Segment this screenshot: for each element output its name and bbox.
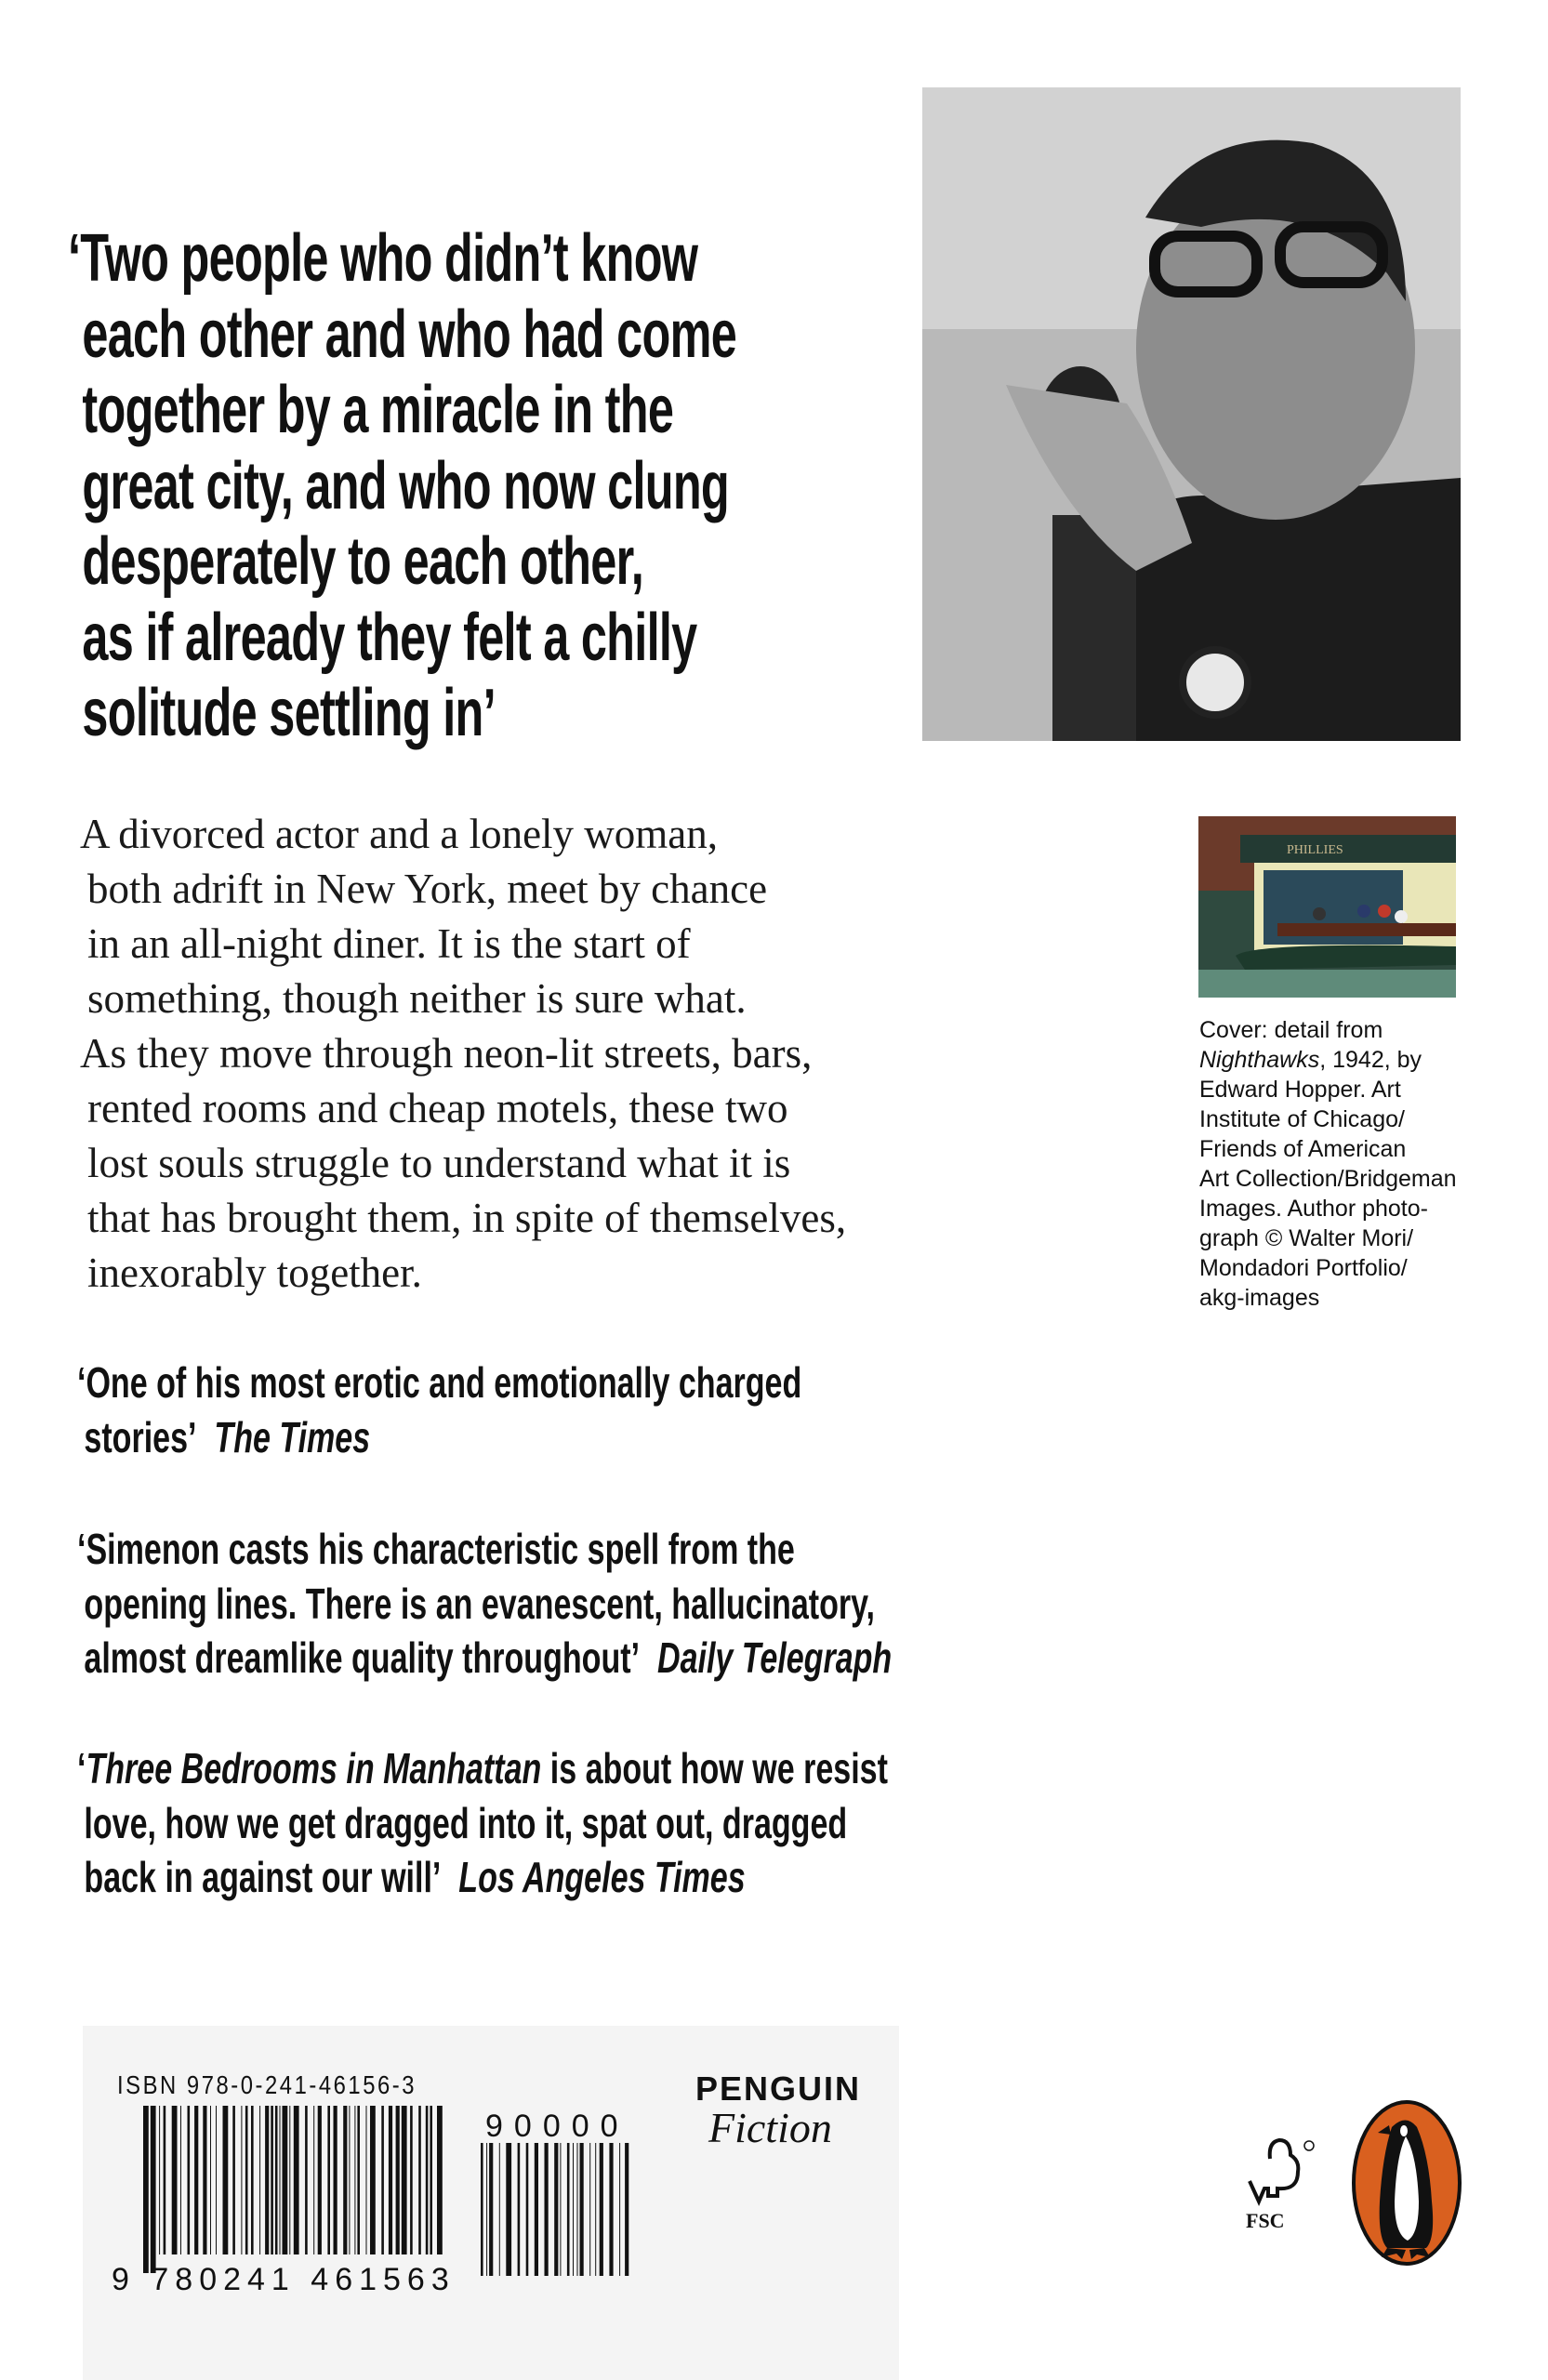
review-line: opening lines. There is an evanescent, hallucinatory, (84, 1579, 876, 1628)
headline-line: solitude settling in’ (82, 676, 496, 750)
barcode-bar (275, 2106, 278, 2254)
cover-credit-caption (1199, 1015, 1457, 1313)
barcode-bar (357, 2106, 360, 2254)
blurb-line: something, though neither is sure what. (87, 975, 747, 1022)
blurb-line: inexorably together. (87, 1250, 422, 1296)
headline-line: as if already they felt a chilly (82, 600, 697, 675)
review-la-times: ‘Three Bedrooms in Manhattan is about how we resist love, how we get dragged into it, spat out, dragged back in against our will’ Los Angeles Times (77, 1744, 888, 1901)
headline-line: desperately to each other, (82, 524, 644, 599)
barcode-bar (535, 2143, 538, 2276)
caption-line: Friends of American (1199, 1136, 1407, 1162)
barcode-bar (426, 2106, 429, 2254)
fsc-tree-icon (1242, 2135, 1326, 2237)
caption-line: Mondadori Portfolio/ (1199, 1255, 1408, 1281)
barcode-bar (223, 2106, 229, 2254)
review-source: Daily Telegraph (656, 1633, 893, 1682)
barcode-bar (188, 2106, 191, 2254)
barcode-bar (343, 2106, 347, 2254)
barcode-bar (600, 2143, 603, 2276)
caption-line: Cover: detail from (1199, 1017, 1383, 1043)
review-line: almost dreamlike quality throughout’ (84, 1633, 641, 1682)
barcode-bar (151, 2106, 156, 2273)
barcode-bar (418, 2106, 421, 2254)
barcode-bar (526, 2143, 529, 2276)
barcode-bar (381, 2106, 384, 2254)
review-times (77, 1355, 1056, 1464)
barcode-bar (619, 2143, 620, 2276)
isbn-label (117, 2070, 470, 2100)
barcode-bar (545, 2143, 549, 2276)
barcode-bar (216, 2106, 217, 2254)
blurb-line: that has brought them, in spite of themselves, (87, 1195, 847, 1241)
penguin-icon (1350, 2099, 1463, 2267)
artwork-sign: PHILLIES (1287, 843, 1343, 857)
barcode-bar (180, 2106, 181, 2254)
publisher-brand: PENGUIN (695, 2069, 862, 2108)
headline-line: ‘Two people who didn’t know (68, 221, 698, 296)
caption-line: graph © Walter Mori/ (1199, 1225, 1414, 1251)
barcode-bar (327, 2106, 330, 2254)
barcode-bar (194, 2106, 198, 2254)
barcode-bar (245, 2106, 248, 2254)
barcode-bar (210, 2106, 211, 2254)
barcode-bar (430, 2106, 432, 2254)
book-title: Three Bedrooms in Manhattan (86, 1744, 542, 1792)
barcode-bar (265, 2106, 269, 2254)
barcode-bar (143, 2106, 149, 2273)
barcode-bar (294, 2106, 299, 2254)
barcode-bar (283, 2106, 288, 2254)
nighthawks-image (1198, 816, 1456, 998)
caption-line: Art Collection/Bridgeman (1199, 1166, 1457, 1192)
review-line: back in against our will’ (84, 1853, 442, 1901)
barcode-bar (609, 2143, 613, 2276)
barcode-bar (437, 2106, 443, 2254)
barcode-bar (366, 2106, 367, 2254)
price-addon-barcode (481, 2143, 633, 2276)
blurb-line: in an all-night diner. It is the start of (87, 920, 691, 967)
review-line: love, how we get dragged into it, spat out, dragged (84, 1798, 848, 1847)
cover-art-thumbnail (1198, 816, 1456, 998)
barcode-bar (349, 2106, 350, 2254)
barcode-bar (589, 2143, 590, 2276)
blurb-line: lost souls struggle to understand what it is (87, 1140, 791, 1186)
barcode-bar (402, 2106, 407, 2254)
blurb-line: rented rooms and cheap motels, these two (87, 1085, 788, 1131)
caption-line: Edward Hopper. Art (1199, 1077, 1401, 1103)
fsc-label: FSC (1246, 2209, 1285, 2232)
barcode-bar (159, 2106, 160, 2254)
barcode-bar (560, 2143, 561, 2276)
barcode-bar (305, 2106, 308, 2254)
barcode-bar (280, 2106, 281, 2254)
headline-line: each other and who had come (82, 297, 737, 372)
caption-line: akg-images (1199, 1285, 1320, 1311)
penguin-logo (1350, 2099, 1463, 2267)
barcode-bar (354, 2106, 355, 2254)
barcode-bar (410, 2106, 413, 2254)
barcode-bar (625, 2143, 628, 2276)
book-blurb (80, 807, 846, 1301)
barcode-bar (313, 2106, 314, 2254)
barcode-digits-mid: 780241 (151, 2262, 296, 2297)
review-line: stories’ (84, 1412, 197, 1461)
barcode-digit-first: 9 (112, 2262, 136, 2297)
review-line: ‘One of his most erotic and emotionally charged (77, 1358, 802, 1407)
barcode-bar (577, 2143, 578, 2276)
barcode-bar (203, 2106, 206, 2254)
barcode-bar (481, 2143, 483, 2276)
barcode-bar (489, 2143, 493, 2276)
review-source: Los Angeles Times (458, 1853, 746, 1901)
barcode-bar (241, 2106, 242, 2254)
blurb-line: both adrift in New York, meet by chance (87, 866, 768, 912)
barcode-bar (499, 2143, 500, 2276)
barcode-bar (289, 2106, 290, 2254)
barcode-bar (573, 2143, 574, 2276)
headline-line: together by a miracle in the (82, 373, 674, 447)
headline-quote (68, 221, 1023, 752)
barcode-bar (389, 2106, 392, 2254)
barcode-bar (172, 2106, 178, 2254)
review-telegraph (77, 1522, 1178, 1686)
barcode-bar (232, 2106, 235, 2254)
barcode-bar (554, 2143, 558, 2276)
blurb-line: As they move through neon-lit streets, bars, (80, 1030, 813, 1077)
barcode-bar (506, 2143, 511, 2276)
review-line: is about how we resist (549, 1744, 888, 1792)
artwork-title: Nighthawks (1199, 1047, 1320, 1073)
isbn-barcode (143, 2106, 450, 2273)
barcode-bar (164, 2106, 166, 2254)
review-line: ‘Simenon casts his characteristic spell from the (77, 1525, 795, 1573)
review-source: The Times (214, 1412, 371, 1461)
blurb-line: A divorced actor and a lonely woman, (80, 811, 719, 857)
barcode-bar (334, 2106, 337, 2254)
caption-line: , 1942, by (1319, 1047, 1422, 1073)
barcode-bar (486, 2143, 487, 2276)
barcode-bar (567, 2143, 570, 2276)
barcode-bar (370, 2106, 376, 2254)
barcode-bar (259, 2106, 260, 2254)
publisher-imprint: Fiction (708, 2104, 832, 2151)
barcode-bar (396, 2106, 400, 2254)
price-addon-digits: 90000 (485, 2109, 629, 2144)
barcode-bar (580, 2143, 584, 2276)
barcode-bar (518, 2143, 521, 2276)
caption-line: Images. Author photo- (1199, 1196, 1428, 1222)
barcode-bar (318, 2106, 322, 2254)
isbn-text: ISBN 978-0-241-46156-3 (117, 2070, 417, 2099)
barcode-bar (251, 2106, 254, 2254)
fsc-logo (1242, 2135, 1326, 2237)
barcode-digits-end: 461563 (311, 2262, 456, 2297)
headline-line: great city, and who now clung (82, 448, 730, 523)
barcode-bar (595, 2143, 596, 2276)
barcode-bar (271, 2106, 273, 2254)
barcode-digits (112, 2262, 456, 2298)
caption-line: Institute of Chicago/ (1199, 1106, 1405, 1132)
